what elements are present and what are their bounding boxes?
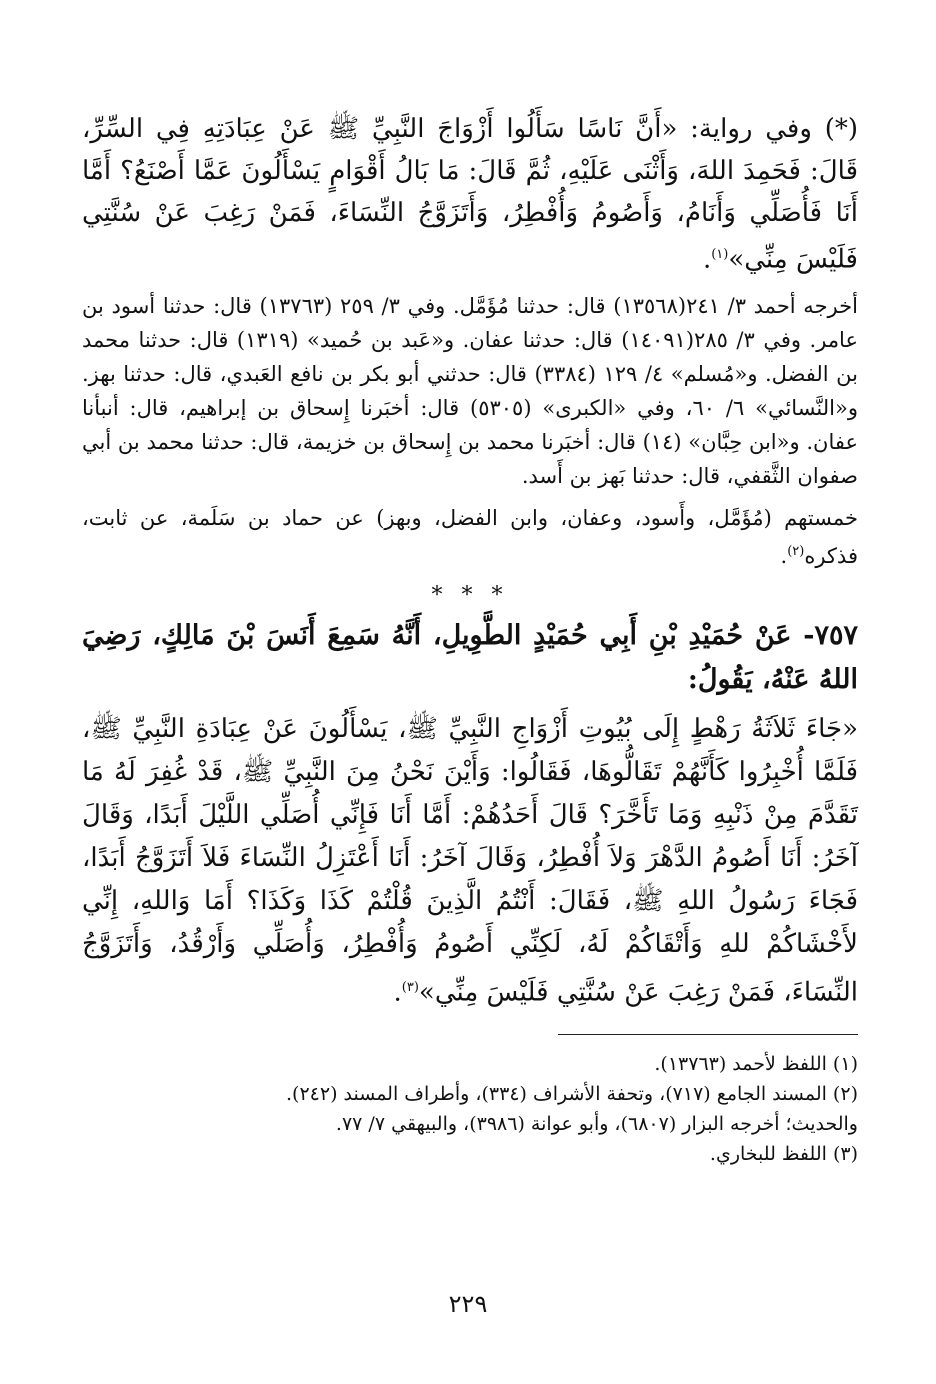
hadith-matn: «جَاءَ ثَلاَثَةُ رَهْطٍ إِلَى بُيُوتِ أَزْوَاجِ النَّبِيِّ ﷺ، يَسْأَلُونَ عَنْ عِبَادَةِ النَّبِيِّ ﷺ، فَلَمَّا أُخْبِرُوا كَأَنَّهُمْ تَقَالُّوهَا، فَقَالُوا: وَأَيْنَ نَحْنُ مِنَ النَّبِيِّ ﷺ، قَدْ غُفِرَ لَهُ مَا تَقَدَّمَ مِنْ ذَنْبِهِ وَمَا تَأَخَّرَ؟ قَالَ أَحَدُهُمْ: أَمَّا أَنَا فَإِنِّي أُصَلِّي اللَّيْلَ أَبَدًا، وَقَالَ آخَرُ: أَنَا أَصُومُ الدَّهْرَ وَلاَ أُفْطِرُ، وَقَالَ آخَرُ: أَنَا أَعْتَزِلُ النِّسَاءَ فَلاَ أَتَزَوَّجُ أَبَدًا، فَجَاءَ رَسُولُ اللهِ ﷺ، فَقَالَ: أَنْتُمُ الَّذِينَ قُلْتُمْ كَذَا وَكَذَا؟ أَمَا وَاللهِ، إِنِّي لأَخْشَاكُمْ للهِ وَأَتْقَاكُمْ لَهُ، لَكِنِّي أَصُومُ وَأُفْطِرُ، وَأُصَلِّي وَأَرْقُدُ، وَأَتَزَوَّجُ النِّسَاءَ، فَمَنْ رَغِبَ عَنْ سُنَّتِي فَلَيْسَ مِنِّي» — [82, 713, 859, 1008]
footnote-3: (٣) اللفظ للبخاري. — [709, 1143, 858, 1166]
hadith-number: ٧٥٧- — [803, 619, 858, 651]
hadith-heading — [82, 614, 858, 702]
hadith-text: «جَاءَ ثَلاَثَةُ رَهْطٍ إِلَى بُيُوتِ أَزْوَاجِ النَّبِيِّ ﷺ، يَسْأَلُونَ عَنْ عِبَادَةِ النَّبِيِّ ﷺ، فَلَمَّا أُخْبِرُوا كَأَنَّهُمْ تَقَالُّوهَا، فَقَالُوا: وَأَيْنَ نَحْنُ مِنَ النَّبِيِّ ﷺ، قَدْ غُفِرَ لَهُ مَا تَقَدَّمَ مِنْ ذَنْبِهِ وَمَا تَأَخَّرَ؟ قَالَ أَحَدُهُمْ: أَمَّا أَنَا فَإِنِّي أُصَلِّي اللَّيْلَ أَبَدًا، وَقَالَ آخَرُ: أَنَا أَصُومُ الدَّهْرَ وَلاَ أُفْطِرُ، وَقَالَ آخَرُ: أَنَا أَعْتَزِلُ النِّسَاءَ فَلاَ أَتَزَوَّجُ أَبَدًا، فَجَاءَ رَسُولُ اللهِ ﷺ، فَقَالَ: أَنْتُمُ الَّذِينَ قُلْتُمْ كَذَا وَكَذَا؟ أَمَا وَاللهِ، إِنِّي لأَخْشَاكُمْ للهِ وَأَتْقَاكُمْ لَهُ، لَكِنِّي أَصُومُ وَأُفْطِرُ، وَأُصَلِّي وَأَرْقُدُ، وَأَتَزَوَّجُ النِّسَاءَ، فَمَنْ رَغِبَ عَنْ سُنَّتِي فَلَيْسَ مِنِّي»$^{(٣)}$. — [82, 713, 859, 1008]
footnote-2: (٢) المسند الجامع (٧١٧)، وتحفة الأشراف (٣٣٤)، وأطراف المسند (٢٤٢). — [286, 1083, 858, 1106]
page-content — [82, 108, 858, 1169]
hadith-isnad: عَنْ حُمَيْدِ بْنِ أَبِي حُمَيْدٍ الطَّوِيلِ، أَنَّهُ سَمِعَ أَنَسَ بْنَ مَالِكٍ، رَضِيَ اللهُ عَنْهُ، يَقُولُ: — [82, 619, 858, 695]
footnote-ref-1[interactable]: (١) — [711, 247, 729, 262]
footnote-2-continued: والحديث؛ أخرجه البزار (٦٨٠٧)، وأبو عوانة (٣٩٨٦)، والبيهقي ٧/ ٧٧. — [335, 1113, 858, 1136]
footnote-1: (١) اللفظ لأحمد (١٣٧٦٣). — [654, 1053, 858, 1076]
footnote-ref-3[interactable]: (٣) — [401, 979, 419, 995]
variant-text: «أَنَّ نَاسًا سَأَلُوا أَزْوَاجَ النَّبِيِّ ﷺ عَنْ عِبَادَتِهِ فِي السِّرِّ، قَالَ: فَحَمِدَ اللهَ، وَأَثْنَى عَلَيْهِ، ثُمَّ قَالَ: مَا بَالُ أَقْوَامٍ يَسْأَلُونَ عَمَّا أَصْنَعُ؟ أَمَّا أَنَا فَأُصَلِّي وَأَنَامُ، وَأَصُومُ وَأُفْطِرُ، وَأَتَزَوَّجُ النِّسَاءَ، فَمَنْ رَغِبَ عَنْ سُنَّتِي فَلَيْسَ مِنِّي» — [82, 114, 858, 275]
page-number: ٢٢٩ — [448, 1290, 488, 1318]
variant-intro: وفي رواية: — [690, 114, 812, 144]
takhrij-summary: خمستهم (مُؤَمَّل، وأَسود، وعفان، وابن الفضل، وبهز) عن حماد بن سَلَمة، عن ثابت، فذكره$^{(٢)}$. — [82, 505, 858, 568]
takhrij-summary-text: خمستهم (مُؤَمَّل، وأَسود، وعفان، وابن الفضل، وبهز) عن حماد بن سَلَمة، عن ثابت، فذكره — [82, 505, 858, 568]
variant-marker: (*) — [824, 114, 859, 144]
footnote-divider — [558, 1034, 858, 1035]
takhrij-paragraph: أخرجه أحمد ٣/ ٢٤١(١٣٥٦٨) قال: حدثنا مُؤَمَّل. وفي ٣/ ٢٥٩ (١٣٧٦٣) قال: حدثنا أسود بن عامر. وفي ٣/ ٢٨٥(١٤٠٩١) قال: حدثنا عفان. و«عَبد بن حُميد» (١٣١٩) قال: حدثنا محمد بن الفضل. و«مُسلم» ٤/ ١٢٩ (٣٣٨٤) قال: حدثني أبو بكر بن نافع العَبدي، قال: حدثنا بهز. و«النَّسائي» ٦/ ٦٠، وفي «الكبرى» (٥٣٠٥) قال: أخبَرنا إِسحاق بن إبراهيم، قال: أنبأنا عفان. و«ابن حِبَّان» (١٤) قال: أخبَرنا محمد بن إِسحاق بن خزيمة، قال: حدثنا محمد بن أبي صفوان الثَّقفي، قال: حدثنا بَهز بن أَسد. — [82, 293, 858, 488]
footnotes — [82, 1049, 858, 1169]
narration-variant: (*) وفي رواية: «أَنَّ نَاسًا سَأَلُوا أَزْوَاجَ النَّبِيِّ ﷺ عَنْ عِبَادَتِهِ فِي السِّرِّ، قَالَ: فَحَمِدَ اللهَ، وَأَثْنَى عَلَيْهِ، ثُمَّ قَالَ: مَا بَالُ أَقْوَامٍ يَسْأَلُونَ عَمَّا أَصْنَعُ؟ أَمَّا أَنَا فَأُصَلِّي وَأَنَامُ، وَأَصُومُ وَأُفْطِرُ، وَأَتَزَوَّجُ النِّسَاءَ، فَمَنْ رَغِبَ عَنْ سُنَّتِي فَلَيْسَ مِنِّي»$^{(١)}$. — [82, 114, 859, 275]
footnote-ref-2[interactable]: (٢) — [787, 543, 805, 559]
section-separator: * * * — [431, 582, 509, 608]
